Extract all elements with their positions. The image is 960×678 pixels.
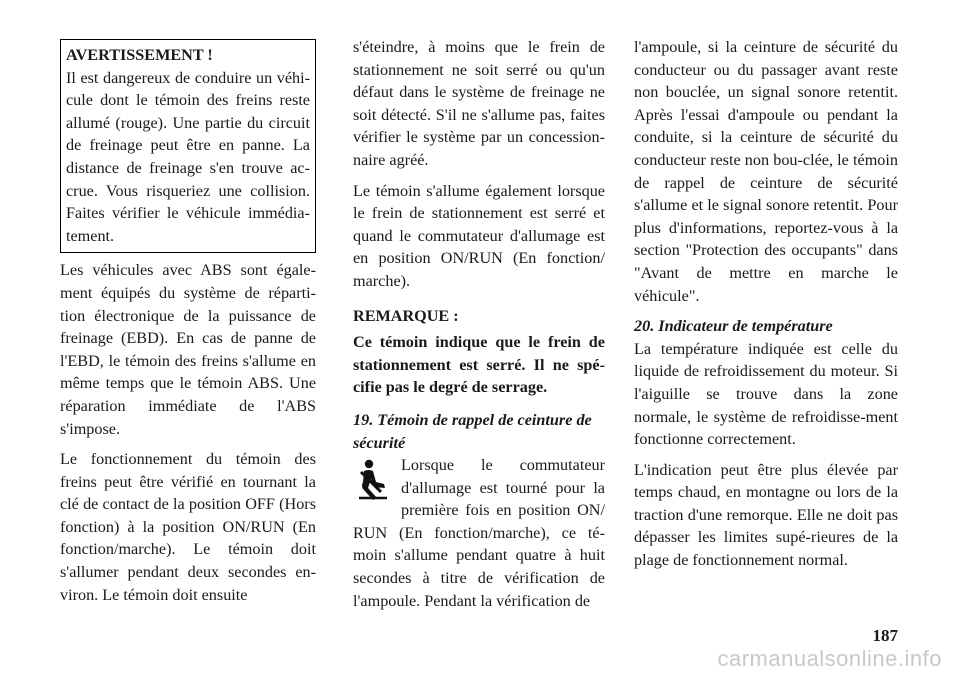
column-1 bbox=[60, 36, 316, 614]
note-body: Ce témoin indique que le frein de stationnement est serré. Il ne spé-cifie pas le degré de serrage. bbox=[353, 333, 605, 397]
watermark: carmanualsonline.info bbox=[717, 646, 942, 671]
warning-title: AVERTISSEMENT ! bbox=[66, 46, 213, 64]
section-19-text: Lorsque le commutateur d'allumage est tourné pour la première fois en position ON/ RUN (En fonction/marche), ce té-moin s'allume pendant quatre à huit secondes à titre de vérification de l'ampoule. Pendant la vérification de bbox=[353, 456, 605, 610]
warning-box bbox=[60, 39, 316, 253]
section-20-heading: 20. Indicateur de température bbox=[634, 317, 833, 336]
ebd-paragraph: Les véhicules avec ABS sont égale-ment équipés du système de réparti-tion électronique de la puissance de freinage (EBD). En cas de panne de l'EBD, le témoin des freins s'allume en même temps que le témoin ABS. Une réparation immédiate de l'ABS s'impose. bbox=[60, 261, 316, 438]
parking-brake-paragraph: Le témoin s'allume également lorsque le frein de stationnement est serré et quand le commutateur d'allumage est en position ON/RUN (En fonction/ marche). bbox=[353, 181, 605, 290]
section-20-body: La température indiquée est celle du liquide de refroidissement du moteur. Si l'aiguille se trouve dans la zone normale, le système de refroidisse-ment fonctionne correctement. bbox=[634, 339, 898, 449]
page-number: 187 bbox=[872, 626, 898, 645]
brake-lamp-check-paragraph: Le fonctionnement du témoin des freins peut être vérifié en tournant la clé de contact de la position OFF (Hors fonction) à la position ON/RUN (En fonction/marche). Le témoin doit s'allumer pendant deux secondes en-viron. Le témoin doit ensuite bbox=[60, 450, 316, 604]
column-3 bbox=[634, 36, 898, 580]
section-19-body bbox=[353, 454, 605, 612]
temperature-high-paragraph: L'indication peut être plus élevée par temps chaud, en montagne ou lors de la traction d'une remorque. Elle ne doit pas dépasser les limites supé-rieures de la plage de fonctionnement normal. bbox=[634, 460, 898, 570]
warning-body: Il est dangereux de conduire un véhi-cule dont le témoin des freins reste allumé (rouge). Une partie du circuit de freinage peut être en panne. La distance de freinage s'en trouve ac-crue. Vous risqueriez une collision. Faites vérifier le véhicule immédia-tement. bbox=[66, 68, 310, 245]
section-19-heading: 19. Témoin de rappel de ceinture de sécurité bbox=[353, 410, 592, 452]
lamp-off-paragraph: s'éteindre, à moins que le frein de stationnement ne soit serré ou qu'un défaut dans le système de freinage ne soit détecté. S'il ne s'allume pas, faites vérifier le système par un concession-naire agréé. bbox=[353, 38, 605, 169]
note-heading: REMARQUE : bbox=[353, 306, 459, 325]
seatbelt-chime-paragraph: l'ampoule, si la ceinture de sécurité du conducteur ou du passager avant reste non bouclée, un signal sonore retentit. Après l'essai d'ampoule ou pendant la conduite, si la ceinture de sécurité du conducteur reste non bou-clée, le témoin de rappel de ceinture de sécurité s'allume et le signal sonore retentit. Pour plus d'informations, reportez-vous à la section "Protection des occupants" dans "Avant de mettre en marche le véhicule". bbox=[634, 38, 898, 305]
column-2 bbox=[353, 36, 605, 620]
seatbelt-reminder-icon bbox=[353, 458, 393, 502]
